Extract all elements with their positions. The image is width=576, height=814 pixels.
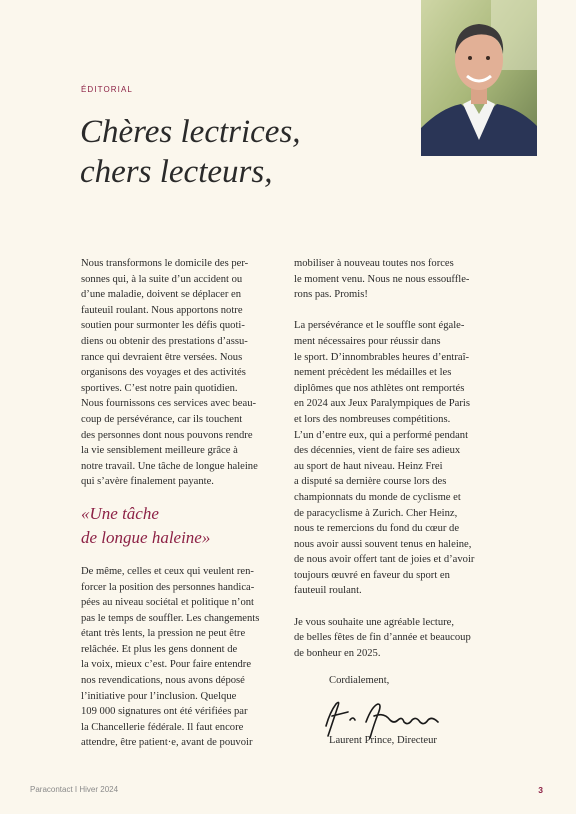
section-label: ÉDITORIAL xyxy=(81,85,133,94)
paragraph: De même, celles et ceux qui veulent ren- forcer la position des personnes handica- pées au niveau sociétal et politique n’ont pas le temps de souffler. Les changements étant très lents, la pression ne peut être relâchée. Et plus les gens donnent de la voix, mieux c’est. Pour faire entendre nos revendications, nous avons déposé l’initiative pour l’inclusion. Quelque 109 000 signatures ont été vérifiées par la Chancellerie fédérale. Il faut encore attendre, être patient·e, avant de pouvoir xyxy=(81,565,260,749)
paragraph: mobiliser à nouveau toutes nos forces le moment venu. Nous ne nous essouffle- rons pas. Promis! xyxy=(294,258,470,301)
pull-quote: «Une tâche de longue haleine» xyxy=(81,503,211,547)
right-column xyxy=(294,256,494,661)
paragraph: La persévérance et le souffle sont égale- ment nécessaires pour réussir dans le sport. D’innombrables heures d’entraî- nement précèdent les médailles et les diplômes que nos athlètes ont remportés en 2024 aux Jeux Paralympiques de Paris et lors des nombreuses compétitions. L’un d’entre eux, qui a performé pendant des décennies, vient de faire ses adieux au sport de haut niveau. Heinz Frei a disputé sa dernière course lors des championnats du monde de cyclisme et de paracyclisme à Zurich. Cher Heinz, nous te remercions du fond du cœur de nous avoir aussi souvent tenus en haleine, de nous avoir offert tant de joies et d’avoir toujours œuvré en faveur du sport en fauteuil roulant. xyxy=(294,320,475,597)
signature-block xyxy=(329,673,389,689)
portrait-photo xyxy=(421,0,537,156)
paragraph: Je vous souhaite une agréable lecture, de belles fêtes de fin d’année et beaucoup de bonheur en 2025. xyxy=(294,616,471,659)
signer-name: Laurent Prince, Directeur xyxy=(329,735,437,746)
closing-text: Cordialement, xyxy=(329,675,390,686)
editorial-title xyxy=(80,112,301,192)
footer-publication: Paracontact I Hiver 2024 xyxy=(30,785,119,794)
title-line-2: chers lecteurs, xyxy=(80,154,273,190)
author-portrait xyxy=(421,0,537,156)
page-number: 3 xyxy=(538,785,543,795)
title-line-1: Chères lectrices, xyxy=(80,114,301,150)
handwritten-signature xyxy=(320,698,448,740)
paragraph: Nous transformons le domicile des per- sonnes qui, à la suite d’un accident ou d’une maladie, doivent se déplacer en fauteuil roulant. Nous apportons notre soutien pour surmonter les défis quoti- diens ou obtenir des prestations d’assu- rance qui devraient être versées. Nous organisons des voyages et des activités sportives. C’est notre pain quotidien. Nous fournissons ces services avec beau- coup de persévérance, car ils touchent des personnes dont nous pouvons rendre la vie sensiblement meilleure grâce à notre travail. Une tâche de longue haleine qui s’avère finalement payante. xyxy=(81,258,258,488)
left-column xyxy=(81,256,281,751)
